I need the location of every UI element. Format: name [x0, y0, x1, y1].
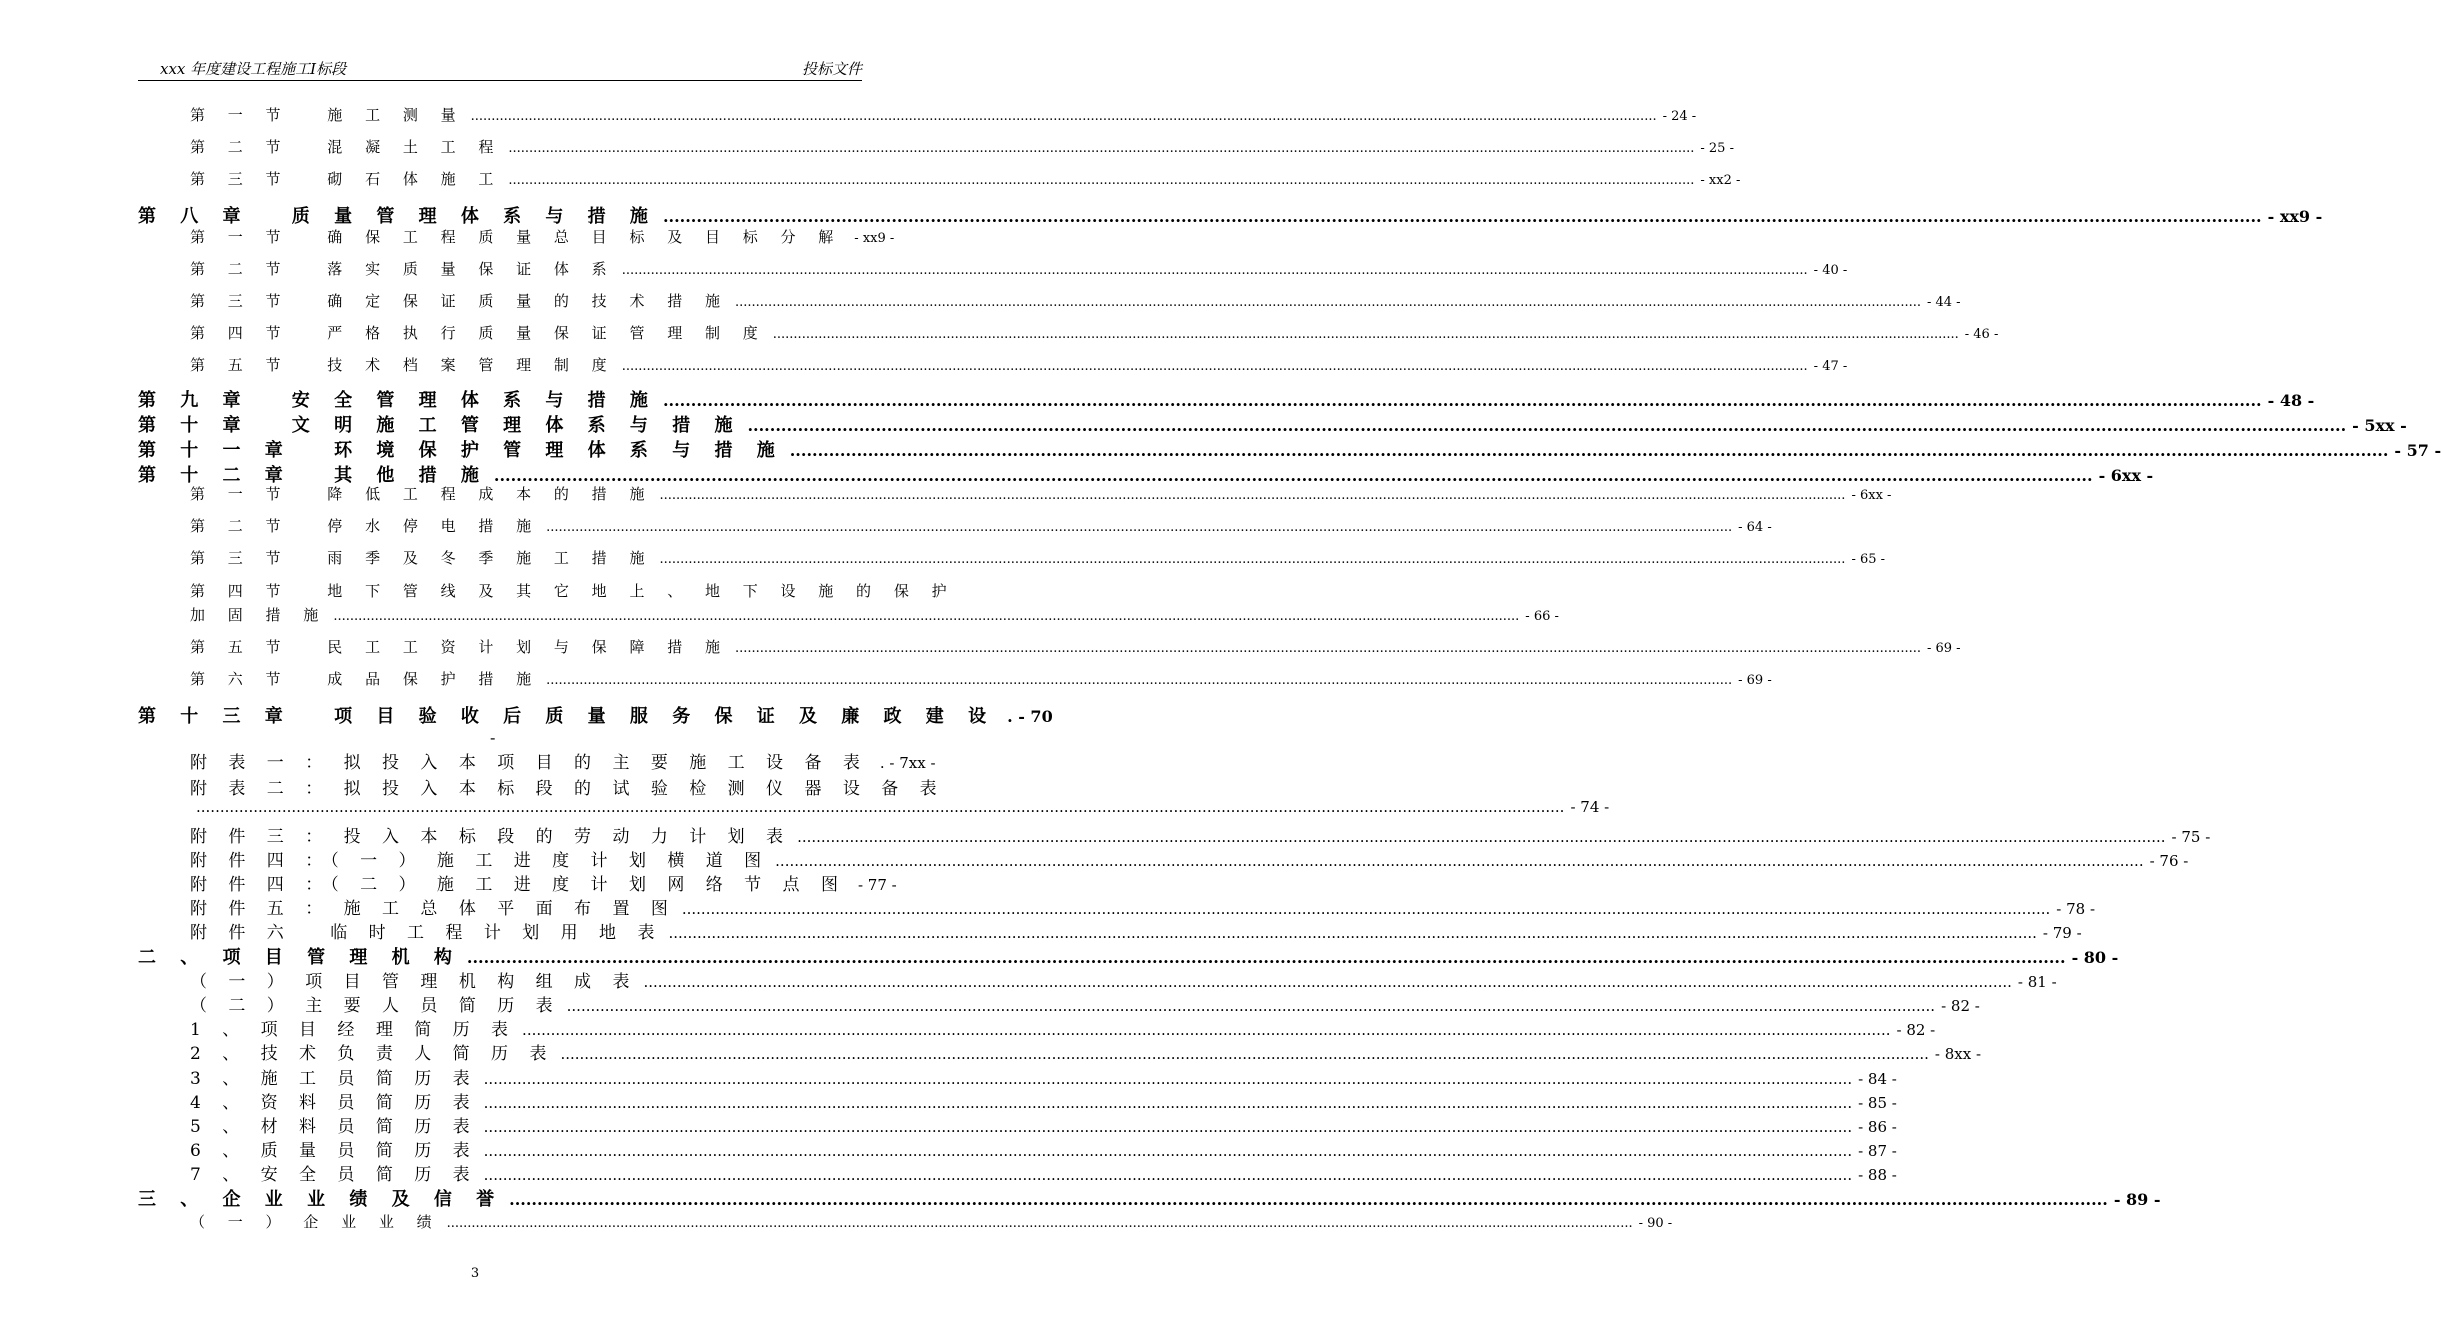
toc-entry-title: 第 五 节 民 工 工 资 计 划 与 保 障 措 施 [190, 638, 729, 656]
toc-page-number: - 6xx - [2098, 466, 2154, 485]
toc-entry-title: 第 一 节 降 低 工 程 成 本 的 措 施 [190, 485, 654, 503]
toc-appendix-entry[interactable] [190, 870, 897, 895]
toc-leader-dots [484, 1070, 1852, 1088]
toc-leader-dots [797, 828, 2165, 846]
toc-page-number: . - 70 [1007, 707, 1053, 726]
toc-chapter-entry[interactable] [138, 202, 2323, 228]
toc-page-number: - 82 - [1896, 1021, 1936, 1039]
toc-leader-dots [447, 1216, 1633, 1231]
toc-leader-dots [567, 997, 1935, 1015]
toc-appendix-entry[interactable] [190, 1136, 1897, 1161]
toc-appendix-entry[interactable] [190, 991, 1980, 1016]
toc-section-entry[interactable] [190, 354, 1848, 375]
toc-page-number: - 6xx - [1851, 488, 1892, 503]
toc-entry-title: 6 、 质 量 员 简 历 表 [190, 1141, 478, 1161]
toc-entry-title: 第 三 节 砌 石 体 施 工 [190, 170, 503, 188]
toc-leader-dots [659, 488, 1845, 503]
toc-leader-dots [735, 295, 1921, 310]
toc-page-number: - 64 - [1738, 520, 1772, 535]
toc-page-number: - xx2 - [1700, 173, 1741, 188]
toc-page-number: - 75 - [2171, 828, 2211, 846]
toc-entry-title: 第 九 章 安 全 管 理 体 系 与 措 施 [138, 390, 657, 411]
toc-page-number: . - 7xx - [879, 754, 936, 772]
toc-leader-dots [484, 1142, 1852, 1160]
toc-entry-title: 1 、 项 目 经 理 简 历 表 [190, 1020, 517, 1040]
toc-appendix-entry[interactable] [190, 894, 2096, 919]
toc-page-number: - 90 - [1638, 1216, 1673, 1231]
toc-chapter-entry[interactable] [138, 943, 2119, 969]
toc-wrap-appendix-two: 附 表 二 ： 拟 投 入 本 标 段 的 试 验 检 测 仪 器 设 备 表 [190, 779, 945, 799]
toc-section-entry[interactable] [190, 604, 1559, 625]
toc-entry-title: 第 十 三 章 项 目 验 收 后 质 量 服 务 保 证 及 廉 政 建 设 [138, 706, 996, 727]
toc-appendix-entry[interactable] [190, 798, 1610, 816]
toc-entry-title: 第 一 节 确 保 工 程 质 量 总 目 标 及 目 标 分 解 [190, 228, 843, 246]
toc-leader-dots [775, 852, 2143, 870]
toc-leader-dots [546, 673, 1732, 688]
toc-entry-title: 附 件 六 临 时 工 程 计 划 用 地 表 [190, 923, 663, 943]
toc-leader-dots [333, 609, 1519, 624]
toc-page-number: - 81 - [2017, 973, 2057, 991]
toc-section-entry[interactable] [190, 258, 1848, 279]
toc-page-number: - 46 - [1964, 327, 1999, 342]
toc-page-number: - 57 - [2394, 441, 2441, 460]
toc-page-number: - 86 - [1858, 1118, 1897, 1136]
toc-section-entry[interactable] [190, 1211, 1673, 1232]
toc-page-number: - 24 - [1662, 109, 1697, 124]
toc-appendix-entry[interactable] [190, 822, 2211, 847]
toc-leader-dots [735, 641, 1921, 656]
toc-page-number: - 88 - [1858, 1166, 1897, 1184]
toc-chapter-entry[interactable] [138, 386, 2315, 412]
toc-page-number: - 85 - [1858, 1094, 1897, 1112]
toc-entry-title: 7 、 安 全 员 简 历 表 [190, 1165, 478, 1185]
toc-leader-dots [560, 1045, 1928, 1063]
page-number: 3 [470, 1266, 480, 1281]
toc-page-number: - 80 - [2071, 948, 2119, 967]
toc-page-number: - 44 - [1926, 295, 1961, 310]
toc-entry-title: 三 、 企 业 业 绩 及 信 誉 [138, 1189, 504, 1210]
toc-entry-title: 2 、 技 术 负 责 人 简 历 表 [190, 1044, 555, 1064]
header-doc-type: 投标文件 [801, 60, 862, 78]
toc-entry-title: 第 二 节 混 凝 土 工 程 [190, 138, 503, 156]
toc-entry-title: 第 二 节 停 水 停 电 措 施 [190, 517, 541, 535]
toc-page-number: - 82 - [1941, 997, 1980, 1015]
toc-entry-title: 第 二 节 落 实 质 量 保 证 体 系 [190, 260, 616, 278]
toc-leader-dots [663, 207, 2262, 226]
toc-chapter-entry[interactable] [138, 702, 1053, 728]
toc-page-number: - 69 - [1738, 673, 1772, 688]
toc-page-number: - xx9 - [2267, 207, 2323, 226]
toc-entry-title: 第 一 节 施 工 测 量 [190, 106, 465, 124]
toc-appendix-entry[interactable] [190, 918, 2082, 943]
toc-section-entry[interactable] [190, 226, 895, 247]
toc-section-entry[interactable] [190, 104, 1697, 125]
toc-section-entry[interactable] [190, 483, 1892, 504]
toc-leader-dots [522, 1021, 1890, 1039]
toc-page-number: - 69 - [1926, 641, 1961, 656]
toc-leader-dots [747, 416, 2346, 435]
toc-leader-dots [508, 173, 1694, 188]
toc-entry-title: 3 、 施 工 员 简 历 表 [190, 1069, 478, 1089]
toc-leader-dots [659, 552, 1845, 567]
header-divider [138, 80, 862, 81]
toc-appendix-entry[interactable] [190, 846, 2189, 871]
toc-entry-title: （ 一 ） 企 业 业 绩 [190, 1213, 441, 1231]
toc-page-number: - 74 - [1570, 798, 1610, 816]
toc-appendix-entry[interactable] [190, 1039, 1982, 1064]
toc-entry-title: 第 十 一 章 环 境 保 护 管 理 体 系 与 措 施 [138, 440, 784, 461]
toc-entry-title: 附 件 四 ：（ 一 ） 施 工 进 度 计 划 横 道 图 [190, 851, 770, 871]
toc-leader-dots [643, 973, 2011, 991]
toc-page-number: - 5xx - [2352, 416, 2407, 435]
toc-section-entry[interactable] [190, 668, 1772, 689]
toc-wrap-section-four: 第 四 节 地 下 管 线 及 其 它 地 上 、 地 下 设 施 的 保 护 [190, 582, 956, 600]
toc-section-entry[interactable] [190, 636, 1961, 657]
toc-appendix-entry[interactable] [190, 1160, 1897, 1185]
toc-page-number: - 77 - [857, 876, 897, 894]
toc-page-number: - 8xx - [1934, 1045, 1982, 1063]
toc-page-number: - 65 - [1851, 552, 1886, 567]
toc-page-number: - 40 - [1813, 263, 1848, 278]
toc-section-entry[interactable] [190, 322, 1999, 343]
toc-entry-title: 附 表 一 ： 拟 投 入 本 项 目 的 主 要 施 工 设 备 表 [190, 753, 868, 773]
toc-page-number: - 78 - [2056, 900, 2096, 918]
toc-entry-title: （ 一 ） 项 目 管 理 机 构 组 成 表 [190, 972, 638, 992]
toc-page-number: - 89 - [2113, 1190, 2161, 1209]
toc-section-entry[interactable] [190, 290, 1961, 311]
toc-leader-dots [471, 109, 1657, 124]
toc-page-number: - xx9 - [854, 231, 895, 246]
toc-leader-dots [773, 327, 1959, 342]
toc-leader-dots [509, 1190, 2108, 1209]
toc-leader-dots [790, 441, 2389, 460]
toc-entry-title: 二 、 项 目 管 理 机 构 [138, 947, 461, 968]
toc-appendix-entry[interactable] [190, 967, 2057, 992]
toc-section-entry[interactable] [190, 168, 1741, 189]
toc-entry-title: 第 十 二 章 其 他 措 施 [138, 465, 488, 486]
toc-entry-title: 第 八 章 质 量 管 理 体 系 与 措 施 [138, 206, 657, 227]
toc-appendix-entry[interactable] [190, 1064, 1897, 1089]
toc-entry-title: 4 、 资 料 员 简 历 表 [190, 1093, 478, 1113]
toc-entry-title: 第 五 节 技 术 档 案 管 理 制 度 [190, 356, 616, 374]
toc-entry-title: 第 三 节 雨 季 及 冬 季 施 工 措 施 [190, 549, 654, 567]
toc-entry-title: 第 十 章 文 明 施 工 管 理 体 系 与 措 施 [138, 415, 742, 436]
toc-chapter-entry[interactable] [138, 1185, 2161, 1211]
toc-leader-dots [622, 359, 1808, 374]
toc-page-number: - 76 - [2149, 852, 2189, 870]
toc-appendix-entry[interactable] [190, 748, 936, 773]
toc-entry-title: 5 、 材 料 员 简 历 表 [190, 1117, 478, 1137]
toc-entry-title: 加 固 措 施 [190, 606, 328, 624]
toc-leader-dots [682, 900, 2050, 918]
toc-chapter-entry[interactable] [138, 411, 2407, 437]
toc-leader-dots [508, 141, 1694, 156]
toc-entry-title: 附 件 四 ：（ 二 ） 施 工 进 度 计 划 网 络 节 点 图 [190, 875, 846, 895]
toc-page-number: - 84 - [1858, 1070, 1897, 1088]
toc-leader-dots [484, 1118, 1852, 1136]
toc-entry-title: 附 件 三 ： 投 入 本 标 段 的 劳 动 力 计 划 表 [190, 827, 792, 847]
toc-entry-title: 第 四 节 严 格 执 行 质 量 保 证 管 理 制 度 [190, 324, 767, 342]
toc-entry-title: 第 三 节 确 定 保 证 质 量 的 技 术 措 施 [190, 292, 729, 310]
toc-page-number: - 79 - [2042, 924, 2082, 942]
header-project-title: xxx 年度建设工程施工Ⅰ标段 [160, 60, 347, 78]
toc-leader-dots [484, 1094, 1852, 1112]
toc-leader-dots [668, 924, 2036, 942]
toc-leader-dots [622, 263, 1808, 278]
toc-entry-title: 第 六 节 成 品 保 护 措 施 [190, 670, 541, 688]
toc-page-number: - 25 - [1700, 141, 1734, 156]
toc-page-number: - 87 - [1858, 1142, 1897, 1160]
toc-leader-dots [484, 1166, 1852, 1184]
toc-appendix-entry[interactable] [190, 1015, 1936, 1040]
toc-wrap-ch13-tail: - [490, 728, 505, 747]
toc-appendix-entry[interactable] [190, 1088, 1897, 1113]
toc-chapter-entry[interactable] [138, 436, 2441, 462]
toc-section-entry[interactable] [190, 547, 1886, 568]
toc-leader-dots [663, 391, 2262, 410]
toc-page-number: - 48 - [2267, 391, 2315, 410]
toc-entry-title: 附 件 五 ： 施 工 总 体 平 面 布 置 图 [190, 899, 676, 919]
toc-section-entry[interactable] [190, 515, 1772, 536]
toc-page-number: - 66 - [1525, 609, 1559, 624]
toc-appendix-entry[interactable] [190, 1112, 1897, 1137]
toc-entry-title: （ 二 ） 主 要 人 员 简 历 表 [190, 996, 561, 1016]
toc-leader-dots [467, 948, 2066, 967]
toc-leader-dots [546, 520, 1732, 535]
toc-page-number: - 47 - [1813, 359, 1848, 374]
toc-section-entry[interactable] [190, 136, 1734, 157]
toc-leader-dots [196, 798, 1564, 816]
